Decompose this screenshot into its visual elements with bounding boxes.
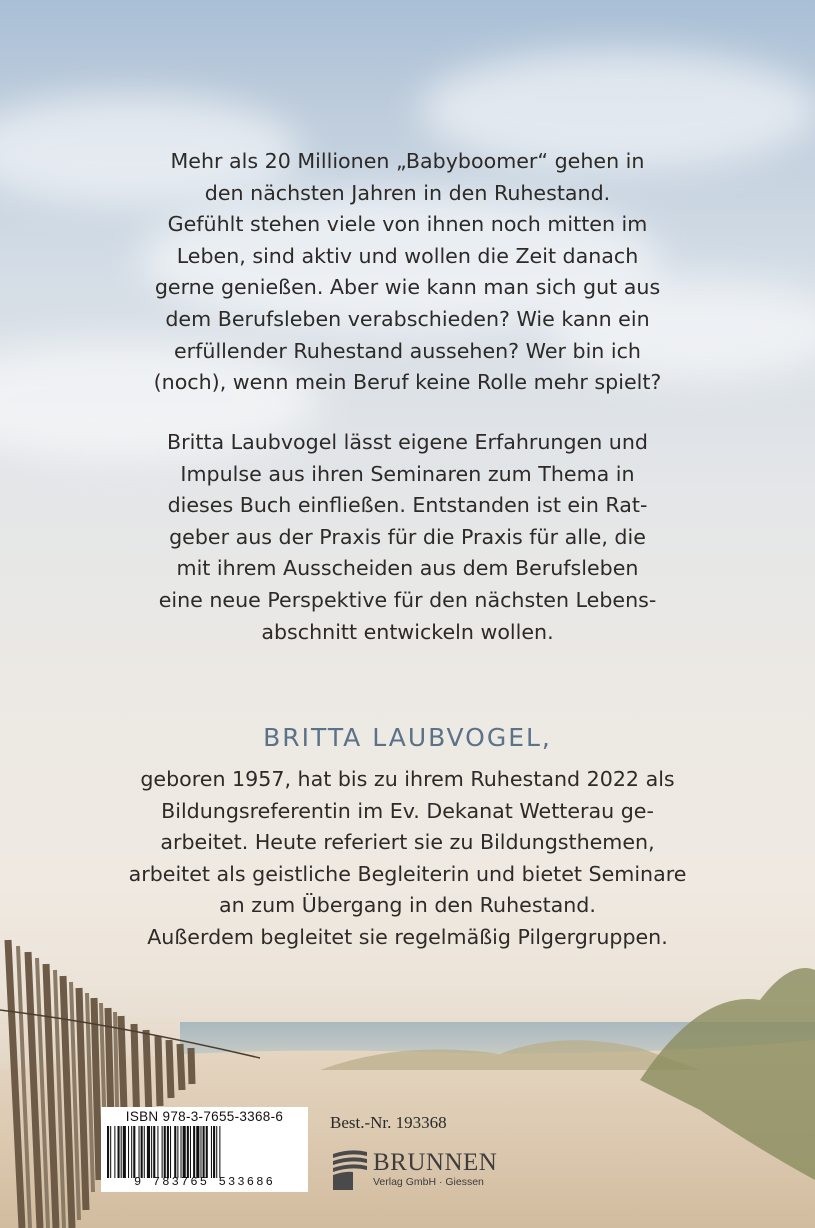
description-line: dieses Buch einfließen. Entstanden ist ein Rat- bbox=[167, 493, 648, 518]
description-line: Impulse aus ihren Seminaren zum Thema in bbox=[180, 461, 635, 486]
description-line: geber aus der Praxis für die Praxis für alle, die bbox=[169, 524, 646, 549]
description-paragraph-1 bbox=[92, 146, 723, 399]
author-name: BRITTA LAUBVOGEL, bbox=[263, 723, 552, 752]
publisher-logo bbox=[331, 1146, 531, 1194]
description-line: dem Berufsleben verabschieden? Wie kann ein bbox=[165, 306, 650, 331]
description-line: Gefühlt stehen viele von ihnen noch mitten im bbox=[167, 212, 648, 237]
description-line: abschnitt entwickeln wollen. bbox=[261, 619, 554, 644]
description-paragraph-2 bbox=[92, 427, 723, 648]
bio-line: geboren 1957, hat bis zu ihrem Ruhestand 2022 als bbox=[140, 767, 675, 791]
bio-line: an zum Übergang in den Ruhestand. bbox=[219, 893, 596, 918]
description-line: (noch), wenn mein Beruf keine Rolle mehr spielt? bbox=[153, 370, 662, 395]
description-line: Mehr als 20 Millionen „Babyboomer“ gehen in bbox=[170, 149, 645, 173]
bio-line: arbeitet als geistliche Begleiterin und bietet Seminare bbox=[128, 861, 687, 886]
description-line: mit ihrem Ausscheiden aus dem Berufsleben bbox=[176, 556, 639, 581]
description-line: eine neue Perspektive für den nächsten Lebens- bbox=[158, 587, 657, 612]
publisher-name: BRUNNEN bbox=[373, 1149, 498, 1176]
brunnen-logo-icon bbox=[331, 1146, 369, 1192]
publisher-subline: Verlag GmbH · Giessen bbox=[373, 1176, 484, 1188]
description-line: erfüllender Ruhestand aussehen? Wer bin ich bbox=[174, 338, 641, 363]
isbn-label: ISBN 978-3-7655-3368-6 bbox=[125, 1109, 284, 1124]
barcode-digits: 9 783765 533686 bbox=[133, 1175, 276, 1189]
barcode-bars bbox=[107, 1126, 302, 1178]
description-line: den nächsten Jahren in den Ruhestand. bbox=[204, 180, 611, 205]
bio-line: Außerdem begleitet sie regelmäßig Pilgergruppen. bbox=[147, 924, 668, 949]
order-number: Best.-Nr. 193368 bbox=[330, 1113, 447, 1132]
bio-line: arbeitet. Heute referiert sie zu Bildungsthemen, bbox=[160, 830, 655, 855]
description-line: Leben, sind aktiv und wollen die Zeit danach bbox=[176, 243, 639, 268]
description-line: gerne genießen. Aber wie kann man sich gut aus bbox=[154, 275, 661, 300]
author-bio bbox=[92, 764, 723, 954]
barcode bbox=[101, 1107, 308, 1192]
bio-line: Bildungsreferentin im Ev. Dekanat Wetterau ge- bbox=[161, 798, 654, 823]
description-line: Britta Laubvogel lässt eigene Erfahrungen und bbox=[167, 430, 648, 454]
